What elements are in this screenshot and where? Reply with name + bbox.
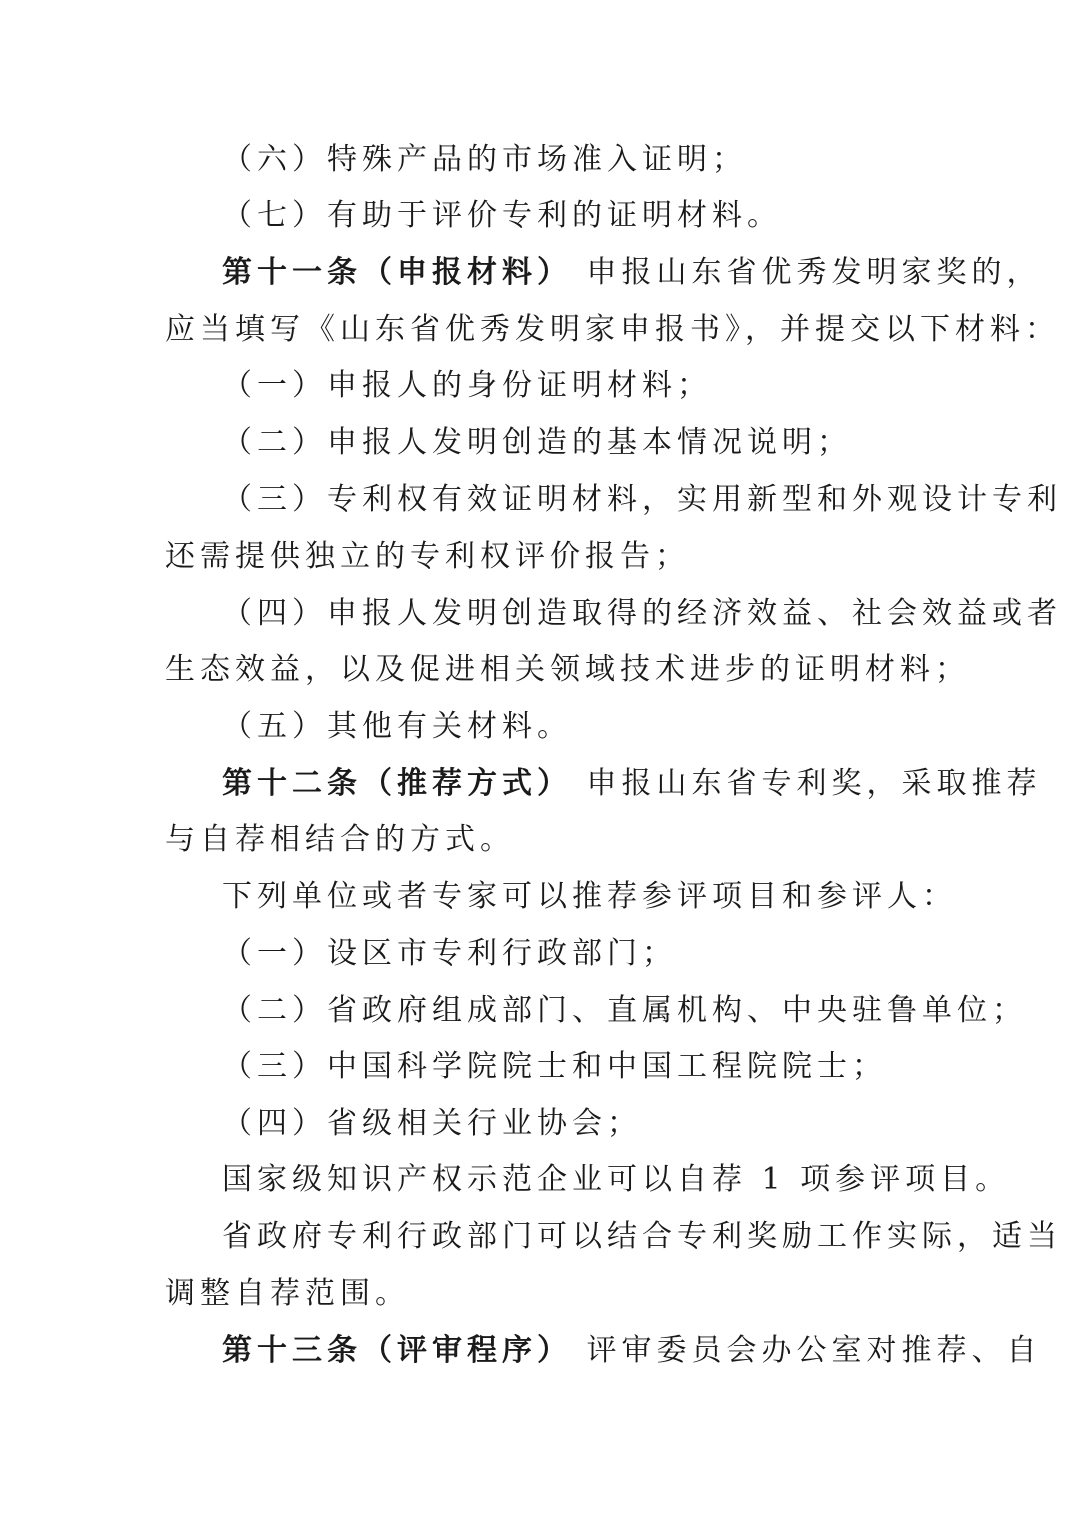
paragraph-line: （二）省政府组成部门、直属机构、中央驻鲁单位；	[222, 993, 1027, 1028]
paragraph-line: （一）申报人的身份证明材料；	[222, 368, 712, 403]
paragraph-line: 调整自荐范围。	[165, 1276, 410, 1311]
paragraph-line: 生态效益，以及促进相关领域技术进步的证明材料；	[165, 652, 970, 687]
paragraph-line: 应当填写《山东省优秀发明家申报书》，并提交以下材料：	[165, 312, 1060, 347]
article-heading-line: 第十三条（评审程序） 评审委员会办公室对推荐、自	[222, 1333, 1042, 1368]
paragraph-line: （四）申报人发明创造取得的经济效益、社会效益或者	[222, 596, 1062, 631]
paragraph-line: 与自荐相结合的方式。	[165, 822, 515, 857]
article-title: 第十一条（申报材料）	[222, 255, 572, 290]
paragraph-line: （一）设区市专利行政部门；	[222, 936, 677, 971]
paragraph-line: （三）专利权有效证明材料，实用新型和外观设计专利	[222, 482, 1062, 517]
paragraph-line: 省政府专利行政部门可以结合专利奖励工作实际，适当	[222, 1219, 1062, 1254]
paragraph-line: （五）其他有关材料。	[222, 709, 572, 744]
paragraph-line: （六）特殊产品的市场准入证明；	[222, 142, 747, 177]
paragraph-line: （二）申报人发明创造的基本情况说明；	[222, 425, 852, 460]
article-title: 第十三条（评审程序）	[222, 1333, 572, 1368]
article-heading-line: 第十二条（推荐方式） 申报山东省专利奖，采取推荐	[222, 766, 1042, 801]
paragraph-line: （七）有助于评价专利的证明材料。	[222, 198, 782, 233]
paragraph-line: 还需提供独立的专利权评价报告；	[165, 539, 690, 574]
paragraph-line: 国家级知识产权示范企业可以自荐 1 项参评项目。	[222, 1162, 1011, 1197]
article-title: 第十二条（推荐方式）	[222, 766, 572, 801]
paragraph-line: （三）中国科学院院士和中国工程院院士；	[222, 1049, 887, 1084]
paragraph-line: （四）省级相关行业协会；	[222, 1106, 642, 1141]
article-heading-line: 第十一条（申报材料） 申报山东省优秀发明家奖的，	[222, 255, 1042, 290]
paragraph-line: 下列单位或者专家可以推荐参评项目和参评人：	[222, 879, 957, 914]
